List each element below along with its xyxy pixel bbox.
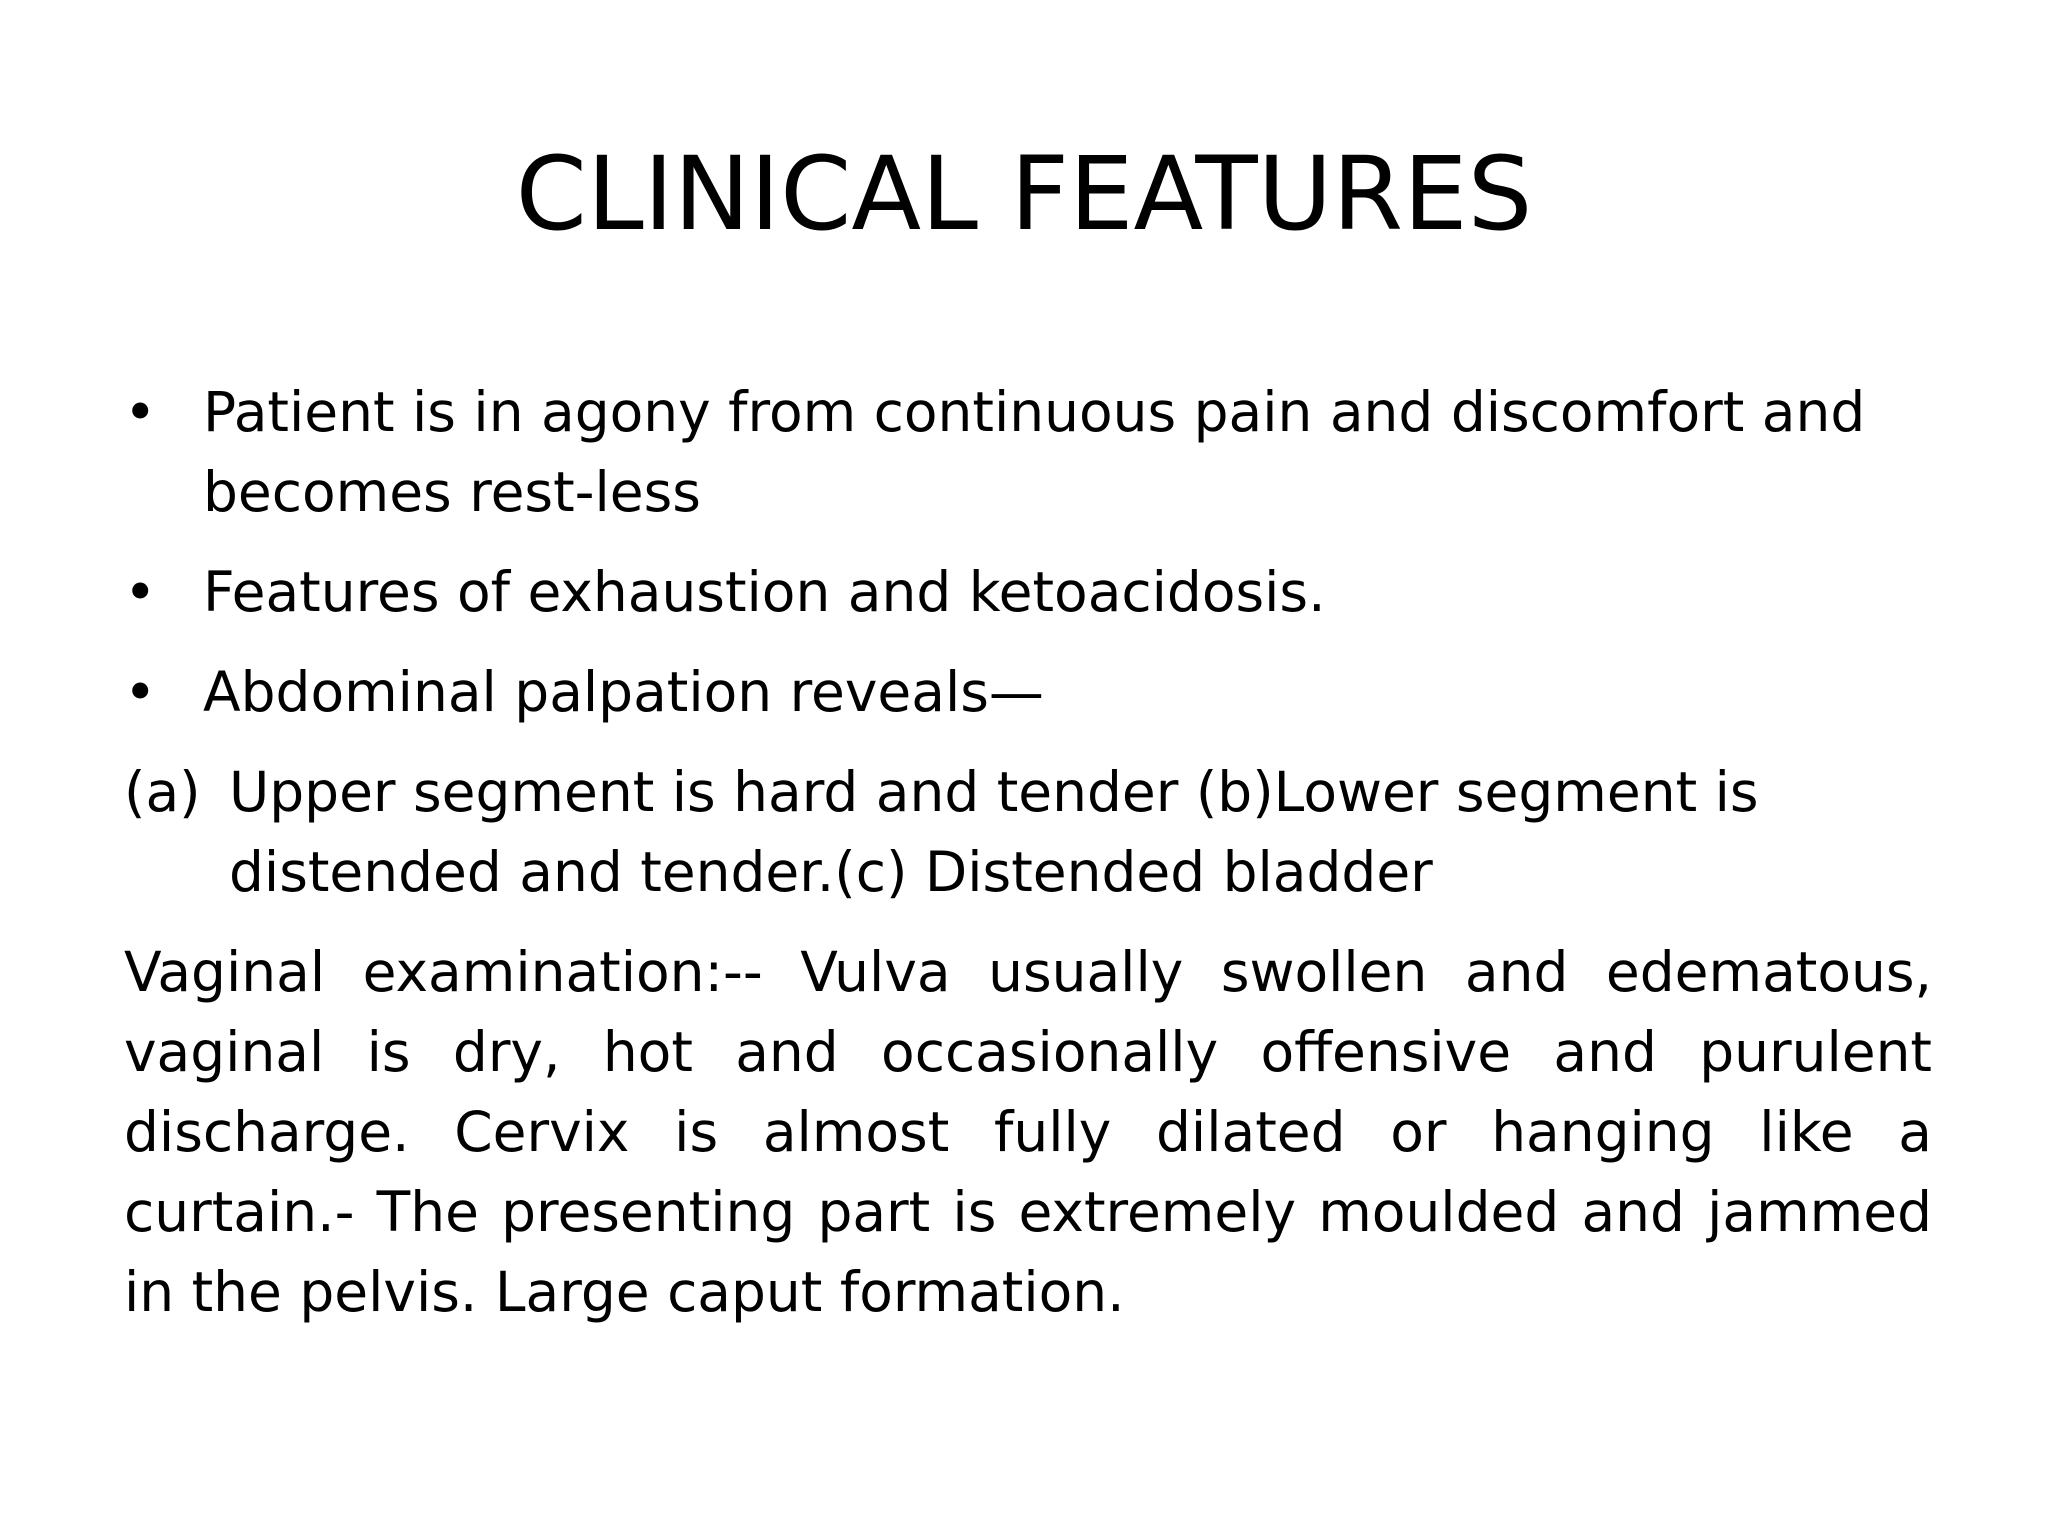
bullet-marker <box>124 372 203 452</box>
bullet-item <box>124 372 1932 532</box>
sub-list-item <box>124 752 1932 912</box>
bullet-marker <box>124 652 203 732</box>
bullet-item <box>124 652 1932 732</box>
sub-list-marker: (a) <box>124 760 201 824</box>
bullet-text: Patient is in agony from continuous pain and discomfort and becomes rest-less <box>203 380 1866 524</box>
bullet-marker <box>124 552 203 632</box>
bullet-item <box>124 552 1932 632</box>
bullet-text: Abdominal palpation reveals— <box>203 660 1044 724</box>
bullet-text: Features of exhaustion and ketoacidosis. <box>203 560 1326 624</box>
vaginal-examination-paragraph: Vaginal examination:-- Vulva usually swollen and edematous, vaginal is dry, hot and occasionally offensive and purulent discharge. Cervix is almost fully dilated or hanging like a curtain.- The presenting part is extremely moulded and jammed in the pelvis. Large caput formation. <box>124 940 1932 1324</box>
sub-list-text: Upper segment is hard and tender (b)Lower segment is distended and tender.(c) Distended bladder <box>229 760 1759 904</box>
slide-content <box>124 372 1932 1332</box>
slide-title: CLINICAL FEATURES <box>515 135 1533 254</box>
